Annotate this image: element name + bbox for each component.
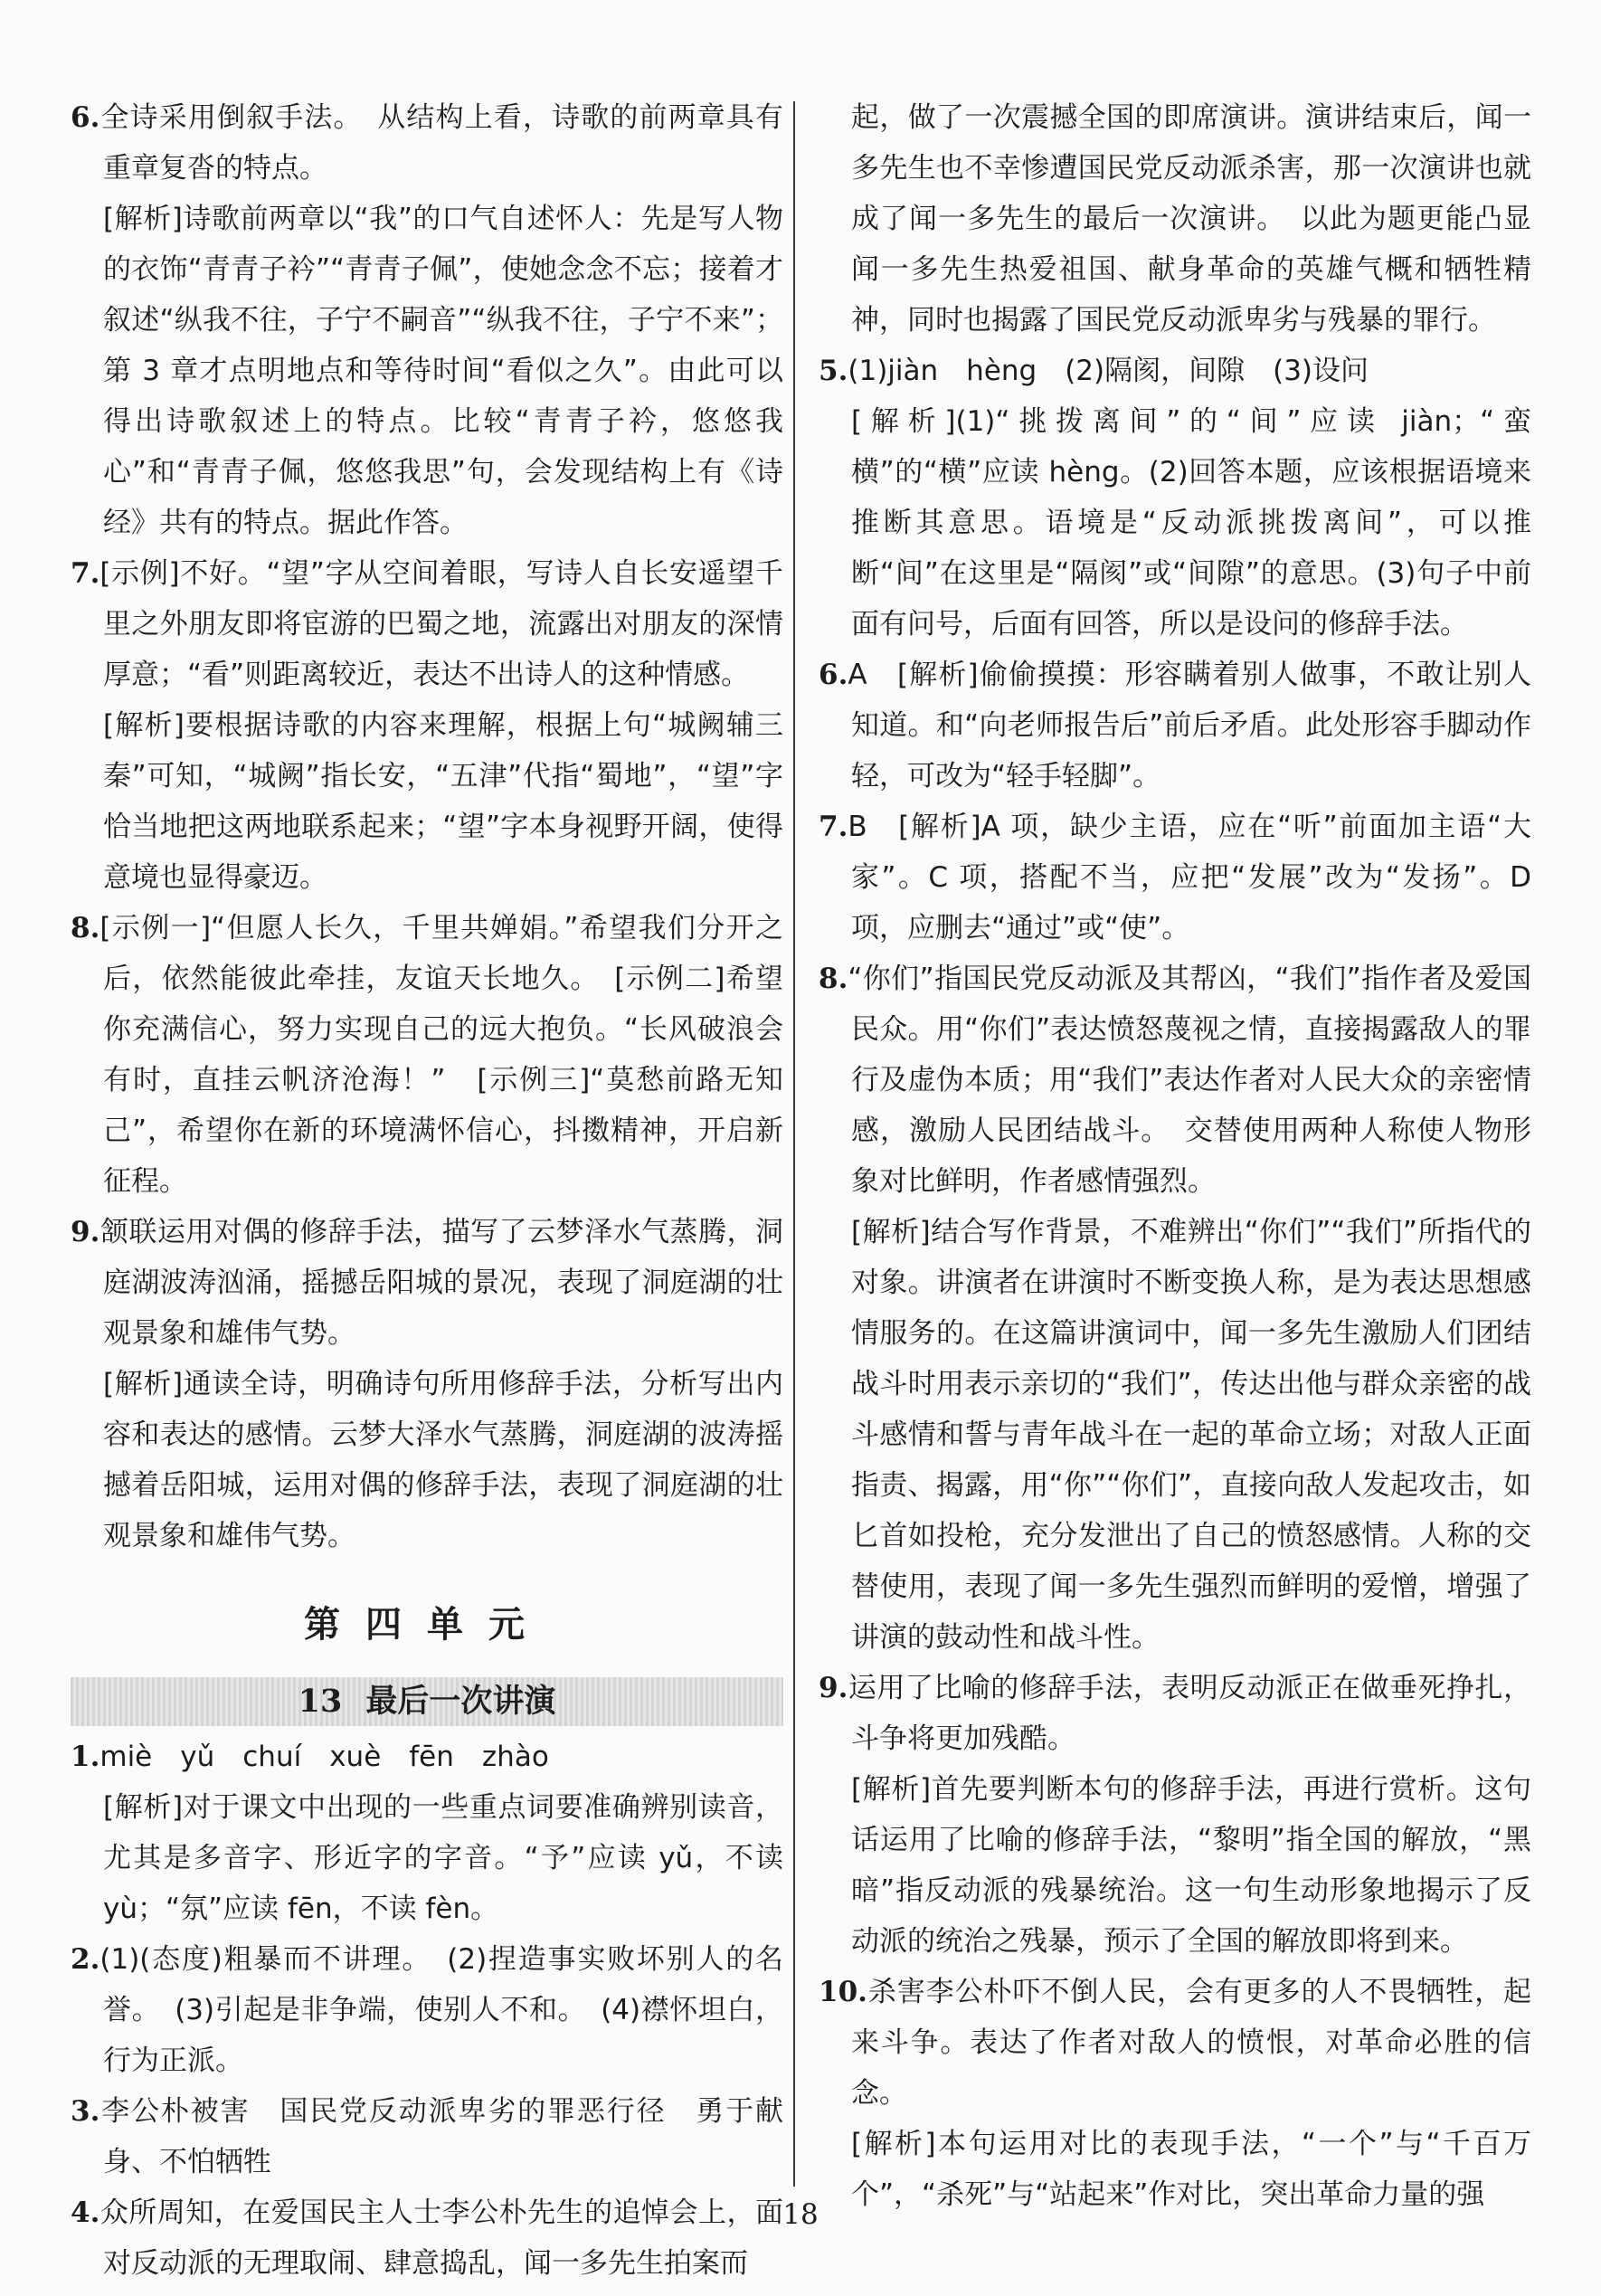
lesson-answer-1: 1.miè yǔ chuí xuè fēn zhào: [71, 1741, 549, 1773]
lesson-analysis-5: [解析](1)“挑拨离间”的“间”应读 jiàn；“蛮横”的“横”应读 hèng。(2)回答本题，应该根据语境来推断其意思。语境是“反动派挑拨离间”，可以推断“间”在这里是“隔阂”或“间隙”的意思。(3)句子中前面有问号，后面有回答，所以是设问的修辞手法。: [851, 405, 1531, 640]
unit-title: 第四单元: [304, 1604, 550, 1646]
lesson-answer-7: 7.B [解析]A 项，缺少主语，应在“听”前面加主语“大家”。C 项，搭配不当，应把“发展”改为“发扬”。D 项，应删去“通过”或“使”。: [819, 811, 1531, 944]
lesson-answer-2: 2.(1)(态度)粗暴而不讲理。 (2)捏造事实败坏别人的名誉。 (3)引起是非争端，使别人不和。 (4)襟怀坦白，行为正派。: [71, 1943, 783, 2077]
answer-8: 8.[示例一]“但愿人长久，千里共婵娟。”希望我们分开之后，依然能彼此牵挂，友谊天长地久。 [示例二]希望你充满信心，努力实现自己的远大抱负。“长风破浪会有时，直挂云帆济沧海！” [示例三]“莫愁前路无知己”，希望你在新的环境满怀信心，抖擞精神，开启新征程。: [71, 912, 783, 1198]
analysis-7: [解析]要根据诗歌的内容来理解，根据上句“城阙辅三秦”可知，“城阙”指长安，“五津”代指“蜀地”，“望”字恰当地把这两地联系起来；“望”字本身视野开阔，使得意境也显得豪迈。: [103, 709, 783, 894]
lesson-answer-10: 10.杀害李公朴吓不倒人民，会有更多的人不畏牺牲，起来斗争。表达了作者对敌人的愤恨，对革命必胜的信念。: [819, 1976, 1531, 2110]
lesson-answer-5: 5.(1)jiàn hèng (2)隔阂，间隙 (3)设问: [819, 355, 1369, 387]
right-column: [819, 92, 1531, 2220]
lesson-analysis-1: [解析]对于课文中出现的一些重点词要准确辨别读音，尤其是多音字、形近字的字音。“予”应读 yǔ，不读 yù；“氛”应读 fēn，不读 fèn。: [103, 1791, 783, 1925]
analysis-6: [解析]诗歌前两章以“我”的口气自述怀人：先是写人物的衣饰“青青子衿”“青青子佩”，使她念念不忘；接着才叙述“纵我不往，子宁不嗣音”“纵我不往，子宁不来”；第 3 章才点明地点和等待时间“看似之久”。由此可以得出诗歌叙述上的特点。比较“青青子衿，悠悠我心”和“青青子佩，悠悠我思”句，会发现结构上有《诗经》共有的特点。据此作答。: [103, 203, 783, 539]
lesson-answer-9: 9.运用了比喻的修辞手法，表明反动派正在做垂死挣扎，斗争将更加残酷。: [819, 1672, 1531, 1755]
column-divider: [793, 101, 795, 2187]
answer-6: 6.全诗采用倒叙手法。 从结构上看，诗歌的前两章具有重章复沓的特点。: [71, 101, 783, 185]
lesson-analysis-10: [解析]本句运用对比的表现手法，“一个”与“千百万个”，“杀死”与“站起来”作对比，突出革命力量的强: [851, 2128, 1531, 2211]
lesson-answer-3: 3.李公朴被害 国民党反动派卑劣的罪恶行径 勇于献身、不怕牺牲: [71, 2095, 783, 2178]
answer-7: 7.[示例]不好。“望”字从空间着眼，写诗人自长安遥望千里之外朋友即将宦游的巴蜀之地，流露出对朋友的深情厚意；“看”则距离较近，表达不出诗人的这种情感。: [71, 557, 783, 691]
lesson-header: [71, 1677, 783, 1726]
page-number: 18: [782, 2198, 819, 2231]
lesson-analysis-8: [解析]结合写作背景，不难辨出“你们”“我们”所指代的对象。讲演者在讲演时不断变换人称，是为表达思想感情服务的。在这篇讲演词中，闻一多先生激励人们团结战斗时用表示亲切的“我们”，传达出他与群众亲密的战斗感情和誓与青年战斗在一起的革命立场；对敌人正面指责、揭露，用“你”“你们”，直接向敌人发起攻击，如匕首如投枪，充分发泄出了自己的愤怒感情。人称的交替使用，表现了闻一多先生强烈而鲜明的爱憎，增强了讲演的鼓动性和战斗性。: [851, 1216, 1531, 1654]
lesson-analysis-9: [解析]首先要判断本句的修辞手法，再进行赏析。这句话运用了比喻的修辞手法，“黎明”指全国的解放，“黑暗”指反动派的残暴统治。这一句生动形象地揭示了反动派的统治之残暴，预示了全国的解放即将到来。: [851, 1773, 1531, 1958]
analysis-9: [解析]通读全诗，明确诗句所用修辞手法，分析写出内容和表达的感情。云梦大泽水气蒸腾，洞庭湖的波涛摇撼着岳阳城，运用对偶的修辞手法，表现了洞庭湖的壮观景象和雄伟气势。: [103, 1368, 783, 1552]
lesson-answer-4-continued: 起，做了一次震撼全国的即席演讲。演讲结束后，闻一多先生也不幸惨遭国民党反动派杀害，那一次演讲也就成了闻一多先生的最后一次演讲。 以此为题更能凸显闻一多先生热爱祖国、献身革命的英雄气概和牺牲精神，同时也揭露了国民党反动派卑劣与残暴的罪行。: [851, 101, 1531, 337]
lesson-answer-6: 6.A [解析]偷偷摸摸：形容瞒着别人做事，不敢让别人知道。和“向老师报告后”前后矛盾。此处形容手脚动作轻，可改为“轻手轻脚”。: [819, 659, 1531, 792]
answer-9: 9.颔联运用对偶的修辞手法，描写了云梦泽水气蒸腾，洞庭湖波涛汹涌，摇撼岳阳城的景况，表现了洞庭湖的壮观景象和雄伟气势。: [71, 1216, 783, 1350]
lesson-title: 最后一次讲演: [365, 1684, 556, 1720]
left-column: [71, 92, 783, 2289]
lesson-answer-8: 8.“你们”指国民党反动派及其帮凶，“我们”指作者及爱国民众。用“你们”表达愤怒蔑视之情，直接揭露敌人的罪行及虚伪本质；用“我们”表达作者对人民大众的亲密情感，激励人民团结战斗。 交替使用两种人称使人物形象对比鲜明，作者感情强烈。: [819, 963, 1531, 1198]
lesson-number: 13: [298, 1683, 343, 1720]
lesson-answer-4: 4.众所周知，在爱国民主人士李公朴先生的追悼会上，面对反动派的无理取闹、肆意捣乱，闻一多先生拍案而: [71, 2196, 783, 2280]
